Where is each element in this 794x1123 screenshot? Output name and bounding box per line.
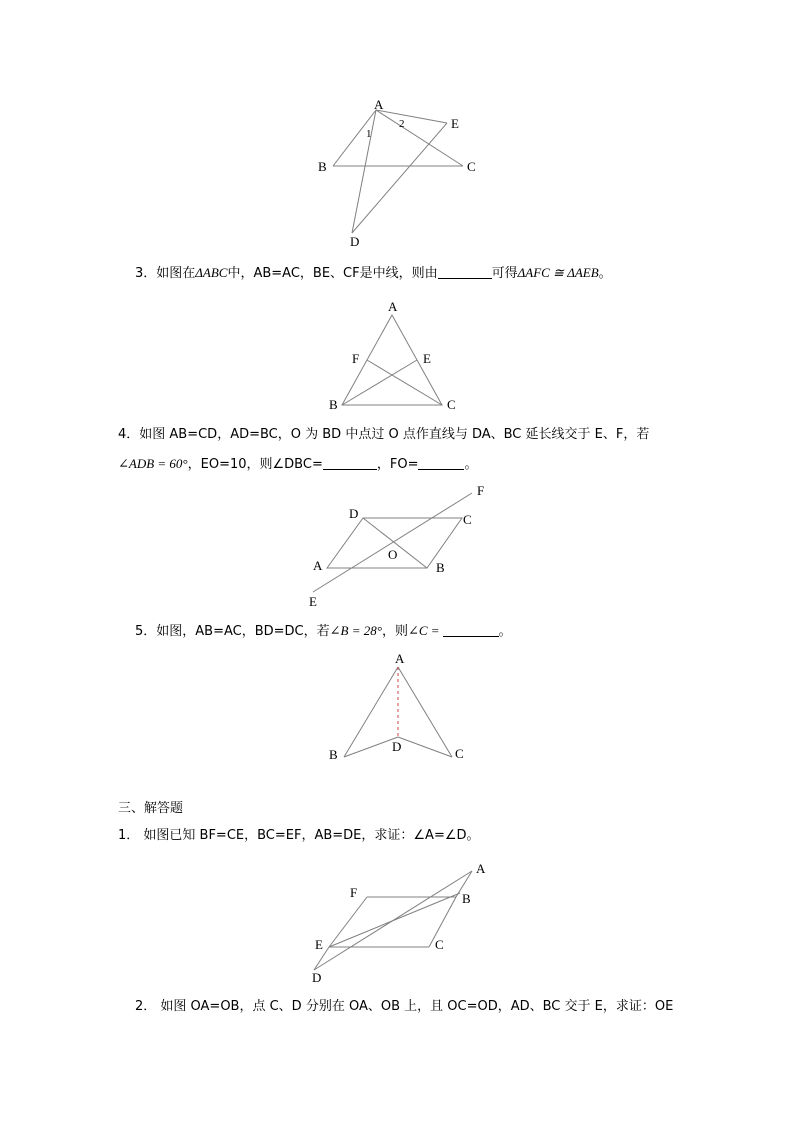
q5-blank[interactable] [443, 623, 499, 637]
edge-DA [314, 871, 472, 970]
edge-BD [344, 737, 398, 757]
question-3 [135, 264, 612, 283]
answer-question-2 [135, 998, 673, 1016]
q3-mid: 中，AB=AC，BE、CF是中线，则由 [227, 266, 438, 281]
label-A: A [388, 299, 398, 314]
edge-AB [344, 667, 398, 757]
question-4-line-2 [118, 455, 477, 474]
label-C: C [435, 937, 444, 952]
question-5 [135, 622, 512, 641]
section-title-text: 三、解答题 [118, 801, 184, 816]
median-CF [367, 360, 442, 405]
label-B: B [436, 560, 445, 575]
q5-angle-c: ∠C = [407, 623, 440, 638]
q4-end: 。 [464, 457, 478, 472]
a2-text: 2． 如图 OA=OB，点 C、D 分别在 OA、OB 上，且 OC=OD，AD、BC 交于 E，求证：OE [135, 999, 674, 1014]
label-D: D [312, 970, 322, 985]
q3-prefix: 3．如图在 [135, 266, 196, 281]
label-E: E [315, 937, 323, 952]
q4-line1: 4．如图 AB=CD，AD=BC，O 为 BD 中点过 O 点作直线与 DA、BC 延长线交于 E、F，若 [118, 427, 650, 442]
figure-solution-1 [300, 855, 500, 990]
angle-label-1: 1 [366, 128, 372, 140]
q5-mid: ，则 [381, 624, 408, 639]
q5-prefix: 5．如图，AB=AC，BD=DC，若 [135, 624, 330, 639]
label-C: C [467, 159, 476, 174]
label-C: C [463, 512, 472, 527]
label-B: B [329, 397, 338, 412]
q3-blank[interactable] [438, 265, 492, 279]
question-4-line-1 [118, 426, 649, 444]
answer-question-1 [118, 827, 480, 845]
line-EF [313, 493, 472, 592]
label-A: A [476, 861, 486, 876]
edge-AD [352, 110, 376, 233]
median-BE [342, 360, 417, 405]
label-B: B [462, 891, 471, 906]
a1-text: 1． 如图已知 BF=CE，BC=EF，AB=DE，求证：∠A=∠D。 [118, 828, 480, 843]
label-B: B [329, 747, 338, 762]
q3-triangle-abc: ΔABC [195, 265, 228, 280]
label-C: C [447, 397, 456, 412]
q5-end: 。 [498, 624, 512, 639]
q4-blank-fo[interactable] [418, 456, 464, 470]
label-E: E [451, 116, 459, 131]
label-D: D [350, 234, 360, 249]
label-A: A [395, 651, 405, 666]
label-E: E [423, 351, 431, 366]
figure-top [300, 90, 500, 255]
label-O: O [388, 547, 398, 562]
label-D: D [392, 739, 402, 754]
label-F: F [477, 483, 485, 498]
label-F: F [350, 885, 358, 900]
section-title [118, 800, 183, 818]
q3-congruence: ΔAFC ≅ ΔAEB [517, 265, 599, 280]
figure-5 [320, 645, 480, 770]
label-D: D [349, 506, 359, 521]
q5-angle-b: ∠B = 28° [329, 623, 382, 638]
q4-mid: ，EO=10，则∠DBC= [187, 457, 323, 472]
edge-DC [398, 737, 452, 757]
q3-end: 。 [598, 266, 612, 281]
label-F: F [352, 351, 360, 366]
q3-after-blank: 可得 [491, 266, 518, 281]
figure-3 [320, 297, 470, 412]
label-E: E [309, 594, 317, 609]
label-B: B [318, 159, 327, 174]
q4-fo: ，FO= [376, 457, 419, 472]
q4-blank-dbc[interactable] [323, 456, 377, 470]
label-C: C [455, 746, 464, 761]
figure-4 [300, 480, 500, 610]
q4-angle-adb: ∠ADB = 60° [118, 456, 188, 471]
label-A: A [374, 97, 384, 112]
angle-label-2: 2 [399, 118, 405, 130]
label-A: A [313, 558, 323, 573]
edge-AC [398, 667, 452, 757]
